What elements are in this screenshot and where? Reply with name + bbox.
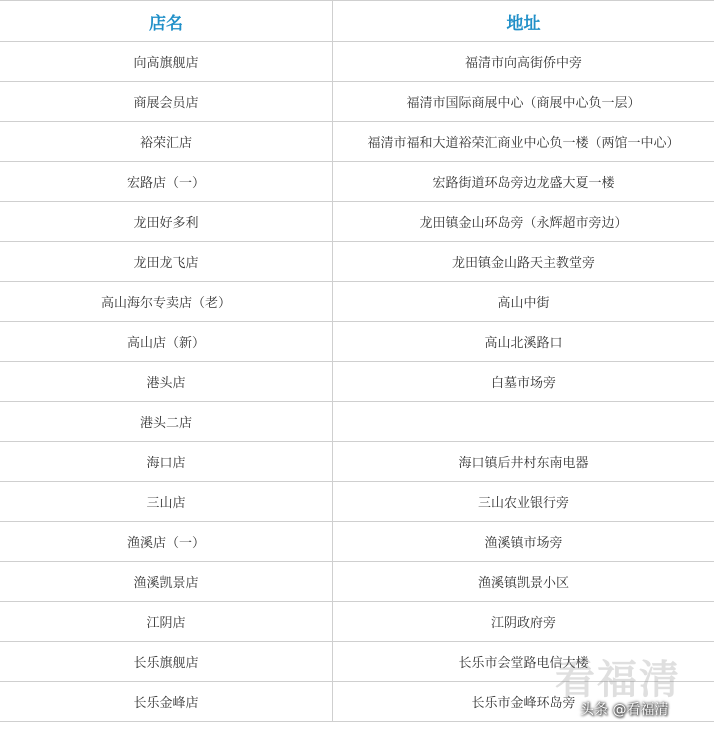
table-row: [0, 362, 714, 402]
store-name-cell: 海口店: [0, 442, 333, 481]
store-name-cell: 高山店（新）: [0, 322, 333, 361]
store-address-cell: 龙田镇金山环岛旁（永辉超市旁边）: [419, 216, 628, 231]
store-name-cell: 高山海尔专卖店（老）: [0, 282, 333, 321]
watermark-logo: 看福清: [555, 657, 681, 703]
table-row: [0, 202, 714, 242]
store-name-cell: 龙田龙飞店: [0, 242, 333, 281]
store-name-cell: 裕荣汇店: [0, 122, 333, 161]
store-address-cell: 福清市向高街侨中旁: [464, 56, 582, 71]
store-name-cell: 江阴店: [0, 602, 333, 641]
store-address-cell: 龙田镇金山路天主教堂旁: [451, 256, 595, 271]
store-address-cell: 福清市国际商展中心（商展中心负一层）: [406, 96, 641, 111]
table-row: [0, 42, 714, 82]
store-address-cell: 江阴政府旁: [490, 616, 556, 631]
table-row: [0, 602, 714, 642]
store-name-cell: 渔溪凯景店: [0, 562, 333, 601]
table-row: [0, 522, 714, 562]
store-name-cell: 三山店: [0, 482, 333, 521]
table-row: [0, 122, 714, 162]
table-row: [0, 322, 714, 362]
store-address-cell: 长乐市会堂路电信大楼: [458, 656, 589, 671]
column-header-address: 地址: [506, 13, 541, 34]
store-name-cell: 商展会员店: [0, 82, 333, 121]
table-body: [0, 42, 714, 722]
table-row: [0, 162, 714, 202]
table-row: [0, 82, 714, 122]
table-row: [0, 482, 714, 522]
store-address-cell: 长乐市金峰环岛旁: [471, 696, 576, 711]
table-header-row: [0, 1, 714, 42]
store-name-cell: 长乐金峰店: [0, 682, 333, 721]
store-address-cell: 宏路街道环岛旁边龙盛大夏一楼: [432, 176, 615, 191]
store-address-cell: 海口镇后井村东南电器: [458, 456, 589, 471]
table-row: [0, 562, 714, 602]
store-address-cell: 渔溪镇凯景小区: [477, 576, 569, 591]
store-name-cell: 向高旗舰店: [0, 42, 333, 81]
table-row: [0, 282, 714, 322]
watermark-caption: 头条 @看福清: [580, 702, 669, 718]
store-address-cell: 福清市福和大道裕荣汇商业中心负一楼（两馆一中心）: [367, 136, 680, 151]
column-header-name: 店名: [0, 1, 333, 41]
store-name-cell: 宏路店（一）: [0, 162, 333, 201]
store-address-cell: 高山北溪路口: [484, 336, 563, 351]
store-name-cell: 龙田好多利: [0, 202, 333, 241]
store-address-cell: 白墓市场旁: [490, 376, 556, 391]
store-address-cell: 渔溪镇市场旁: [484, 536, 563, 551]
store-address-cell: [333, 402, 714, 441]
store-name-cell: 港头店: [0, 362, 333, 401]
store-name-cell: 港头二店: [0, 402, 333, 441]
table-row: [0, 442, 714, 482]
store-name-cell: 渔溪店（一）: [0, 522, 333, 561]
store-name-cell: 长乐旗舰店: [0, 642, 333, 681]
table-row: [0, 402, 714, 442]
table-row: [0, 242, 714, 282]
store-address-cell: 高山中街: [497, 296, 550, 311]
store-address-cell: 三山农业银行旁: [477, 496, 569, 511]
